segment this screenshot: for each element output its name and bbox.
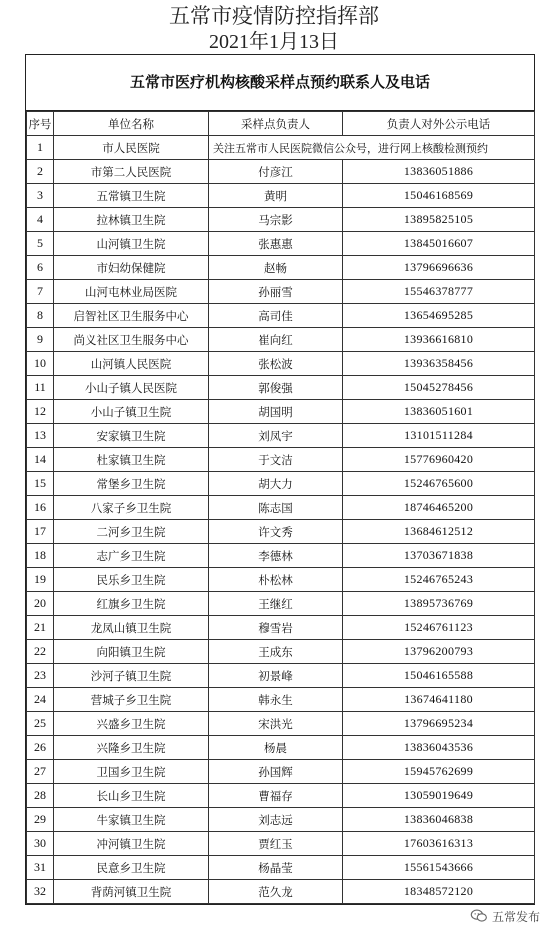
row-number: 19 — [27, 568, 54, 592]
unit-name: 长山乡卫生院 — [54, 784, 209, 808]
person-name: 赵畅 — [209, 256, 343, 280]
phone-number: 18746465200 — [343, 496, 535, 520]
person-name: 贾红玉 — [209, 832, 343, 856]
unit-name: 山河镇人民医院 — [54, 352, 209, 376]
person-name: 杨晨 — [209, 736, 343, 760]
phone-number: 15046165588 — [343, 664, 535, 688]
unit-name: 红旗乡卫生院 — [54, 592, 209, 616]
phone-number: 15776960420 — [343, 448, 535, 472]
unit-name: 尚义社区卫生服务中心 — [54, 328, 209, 352]
document-title: 五常市医疗机构核酸采样点预约联系人及电话 — [26, 55, 534, 111]
table-row — [27, 208, 535, 232]
row-number: 32 — [27, 880, 54, 904]
table-row — [27, 376, 535, 400]
person-name: 穆雪岩 — [209, 616, 343, 640]
unit-name: 拉林镇卫生院 — [54, 208, 209, 232]
row-number: 16 — [27, 496, 54, 520]
person-name: 杨晶莹 — [209, 856, 343, 880]
phone-number: 13895825105 — [343, 208, 535, 232]
unit-name: 龙凤山镇卫生院 — [54, 616, 209, 640]
row-number: 20 — [27, 592, 54, 616]
table-row — [27, 184, 535, 208]
person-name: 张松波 — [209, 352, 343, 376]
person-name: 马宗影 — [209, 208, 343, 232]
unit-name: 杜家镇卫生院 — [54, 448, 209, 472]
person-name: 孙国辉 — [209, 760, 343, 784]
unit-name: 向阳镇卫生院 — [54, 640, 209, 664]
unit-name: 市第二人民医院 — [54, 160, 209, 184]
row-number: 30 — [27, 832, 54, 856]
row-number: 2 — [27, 160, 54, 184]
unit-name: 小山子镇人民医院 — [54, 376, 209, 400]
row-number: 23 — [27, 664, 54, 688]
booking-note: 关注五常市人民医院微信公众号，进行网上核酸检测预约 — [209, 136, 535, 160]
unit-name: 牛家镇卫生院 — [54, 808, 209, 832]
person-name: 初景峰 — [209, 664, 343, 688]
phone-number: 13684612512 — [343, 520, 535, 544]
phone-number: 13836043536 — [343, 736, 535, 760]
person-name: 宋洪光 — [209, 712, 343, 736]
phone-number: 13674641180 — [343, 688, 535, 712]
row-number: 7 — [27, 280, 54, 304]
table-row — [27, 160, 535, 184]
row-number: 11 — [27, 376, 54, 400]
phone-number: 13936616810 — [343, 328, 535, 352]
row-number: 4 — [27, 208, 54, 232]
row-number: 8 — [27, 304, 54, 328]
table-row — [27, 736, 535, 760]
col-header-unit: 单位名称 — [54, 112, 209, 136]
unit-name: 五常镇卫生院 — [54, 184, 209, 208]
phone-number: 13845016607 — [343, 232, 535, 256]
phone-number: 18348572120 — [343, 880, 535, 904]
org-title: 五常市疫情防控指挥部 — [169, 4, 379, 28]
table-row — [27, 280, 535, 304]
phone-number: 13836051601 — [343, 400, 535, 424]
row-number: 9 — [27, 328, 54, 352]
table-row — [27, 400, 535, 424]
row-number: 25 — [27, 712, 54, 736]
person-name: 胡国明 — [209, 400, 343, 424]
row-number: 31 — [27, 856, 54, 880]
table-row — [27, 256, 535, 280]
unit-name: 山河镇卫生院 — [54, 232, 209, 256]
table-row — [27, 760, 535, 784]
person-name: 王成东 — [209, 640, 343, 664]
row-number: 26 — [27, 736, 54, 760]
phone-number: 15945762699 — [343, 760, 535, 784]
person-name: 付彦江 — [209, 160, 343, 184]
contact-table — [26, 111, 535, 904]
person-name: 曹福存 — [209, 784, 343, 808]
unit-name: 兴隆乡卫生院 — [54, 736, 209, 760]
row-number: 28 — [27, 784, 54, 808]
person-name: 朴松林 — [209, 568, 343, 592]
phone-number: 13654695285 — [343, 304, 535, 328]
row-number: 29 — [27, 808, 54, 832]
table-row — [27, 664, 535, 688]
unit-name: 山河屯林业局医院 — [54, 280, 209, 304]
phone-number: 13101511284 — [343, 424, 535, 448]
table-row — [27, 808, 535, 832]
col-header-phone: 负责人对外公示电话 — [343, 112, 535, 136]
table-row — [27, 136, 535, 160]
unit-name: 市妇幼保健院 — [54, 256, 209, 280]
row-number: 15 — [27, 472, 54, 496]
table-row — [27, 496, 535, 520]
row-number: 5 — [27, 232, 54, 256]
table-row — [27, 544, 535, 568]
row-number: 10 — [27, 352, 54, 376]
table-row — [27, 232, 535, 256]
table-header-row — [27, 112, 535, 136]
person-name: 崔向红 — [209, 328, 343, 352]
person-name: 王继红 — [209, 592, 343, 616]
phone-number: 15546378777 — [343, 280, 535, 304]
table-row — [27, 640, 535, 664]
phone-number: 13796695234 — [343, 712, 535, 736]
phone-number: 13796696636 — [343, 256, 535, 280]
unit-name: 民乐乡卫生院 — [54, 568, 209, 592]
footer-brand — [470, 906, 540, 926]
phone-number: 15561543666 — [343, 856, 535, 880]
table-row — [27, 712, 535, 736]
phone-number: 17603616313 — [343, 832, 535, 856]
unit-name: 沙河子镇卫生院 — [54, 664, 209, 688]
unit-name: 市人民医院 — [54, 136, 209, 160]
unit-name: 常堡乡卫生院 — [54, 472, 209, 496]
phone-number: 13895736769 — [343, 592, 535, 616]
unit-name: 民意乡卫生院 — [54, 856, 209, 880]
contact-document — [25, 54, 535, 905]
table-row — [27, 592, 535, 616]
row-number: 6 — [27, 256, 54, 280]
unit-name: 冲河镇卫生院 — [54, 832, 209, 856]
unit-name: 卫国乡卫生院 — [54, 760, 209, 784]
person-name: 范久龙 — [209, 880, 343, 904]
unit-name: 启智社区卫生服务中心 — [54, 304, 209, 328]
phone-number: 13836046838 — [343, 808, 535, 832]
unit-name: 安家镇卫生院 — [54, 424, 209, 448]
table-row — [27, 784, 535, 808]
row-number: 13 — [27, 424, 54, 448]
person-name: 孙丽雪 — [209, 280, 343, 304]
phone-number: 13836051886 — [343, 160, 535, 184]
wechat-icon — [470, 909, 488, 923]
row-number: 18 — [27, 544, 54, 568]
phone-number: 15046168569 — [343, 184, 535, 208]
table-row — [27, 328, 535, 352]
table-row — [27, 424, 535, 448]
table-row — [27, 880, 535, 904]
row-number: 22 — [27, 640, 54, 664]
row-number: 12 — [27, 400, 54, 424]
phone-number: 13059019649 — [343, 784, 535, 808]
person-name: 刘凤宇 — [209, 424, 343, 448]
row-number: 17 — [27, 520, 54, 544]
phone-number: 15246761123 — [343, 616, 535, 640]
table-row — [27, 520, 535, 544]
footer-label: 五常发布 — [491, 909, 540, 924]
unit-name: 二河乡卫生院 — [54, 520, 209, 544]
phone-number: 15246765243 — [343, 568, 535, 592]
table-row — [27, 688, 535, 712]
table-row — [27, 304, 535, 328]
person-name: 刘志远 — [209, 808, 343, 832]
unit-name: 背荫河镇卫生院 — [54, 880, 209, 904]
unit-name: 兴盛乡卫生院 — [54, 712, 209, 736]
person-name: 胡大力 — [209, 472, 343, 496]
person-name: 高司佳 — [209, 304, 343, 328]
table-row — [27, 352, 535, 376]
row-number: 1 — [27, 136, 54, 160]
col-header-no: 序号 — [27, 112, 54, 136]
row-number: 14 — [27, 448, 54, 472]
person-name: 于文洁 — [209, 448, 343, 472]
document-date: 2021年1月13日 — [209, 31, 339, 53]
phone-number: 13796200793 — [343, 640, 535, 664]
person-name: 郭俊强 — [209, 376, 343, 400]
person-name: 李德林 — [209, 544, 343, 568]
row-number: 3 — [27, 184, 54, 208]
person-name: 黄明 — [209, 184, 343, 208]
unit-name: 小山子镇卫生院 — [54, 400, 209, 424]
person-name: 许文秀 — [209, 520, 343, 544]
table-row — [27, 832, 535, 856]
phone-number: 13936358456 — [343, 352, 535, 376]
table-row — [27, 616, 535, 640]
table-row — [27, 856, 535, 880]
unit-name: 八家子乡卫生院 — [54, 496, 209, 520]
table-row — [27, 448, 535, 472]
phone-number: 15045278456 — [343, 376, 535, 400]
unit-name: 营城子乡卫生院 — [54, 688, 209, 712]
person-name: 韩永生 — [209, 688, 343, 712]
col-header-person: 采样点负责人 — [209, 112, 343, 136]
person-name: 张惠惠 — [209, 232, 343, 256]
row-number: 24 — [27, 688, 54, 712]
table-row — [27, 568, 535, 592]
table-row — [27, 472, 535, 496]
unit-name: 志广乡卫生院 — [54, 544, 209, 568]
row-number: 27 — [27, 760, 54, 784]
phone-number: 13703671838 — [343, 544, 535, 568]
row-number: 21 — [27, 616, 54, 640]
person-name: 陈志国 — [209, 496, 343, 520]
phone-number: 15246765600 — [343, 472, 535, 496]
